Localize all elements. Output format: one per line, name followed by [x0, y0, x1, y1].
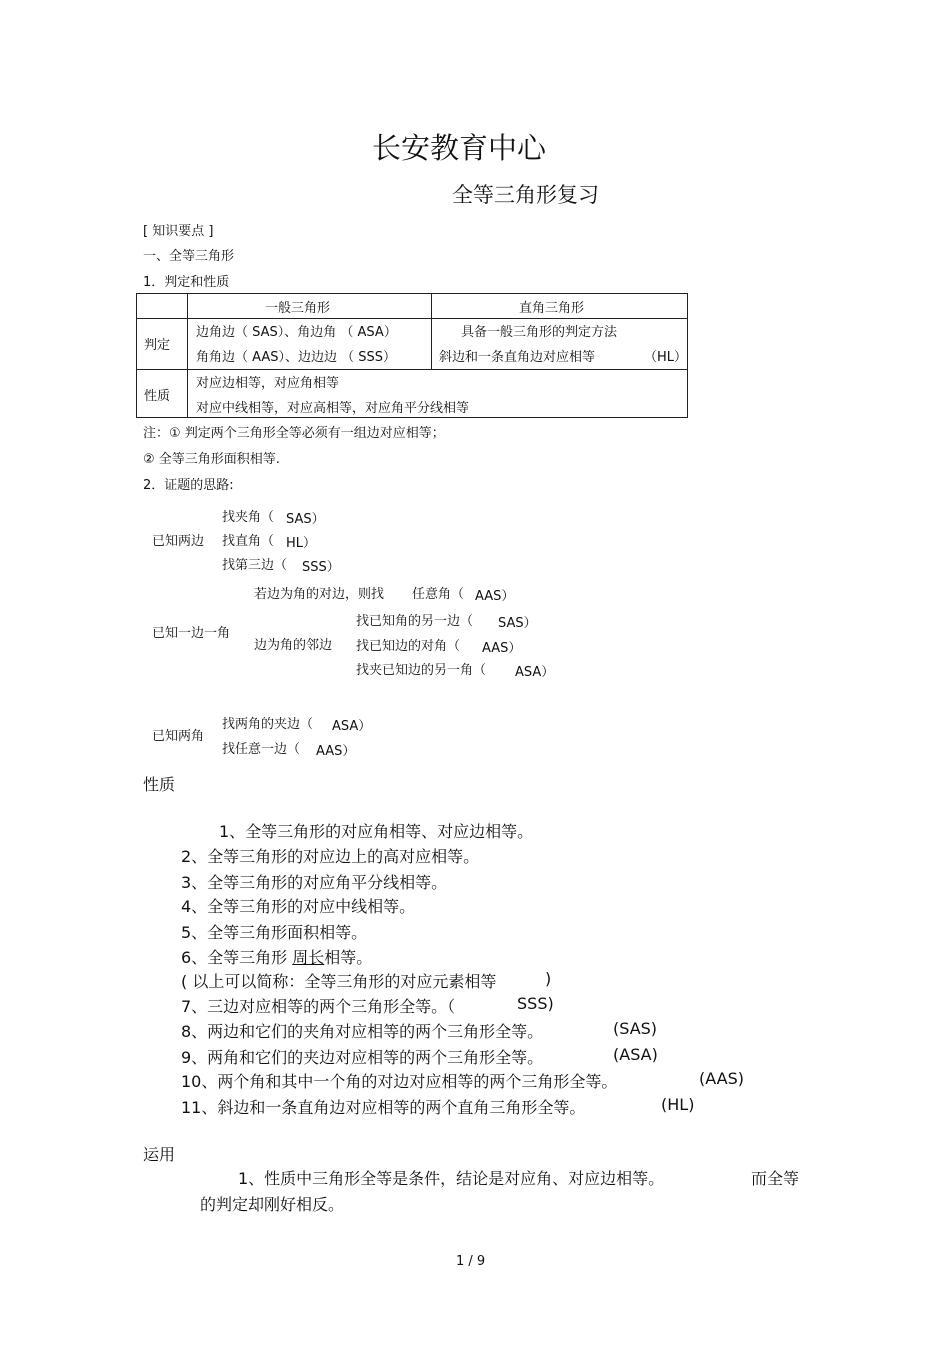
- table-cell: 角角边（ AAS）、边边边 （ SSS）: [196, 350, 397, 365]
- idea-item-tag: ASA）: [332, 719, 372, 734]
- page-subtitle: 全等三角形复习: [452, 183, 599, 207]
- idea-item: 找夹已知边的另一角（: [356, 663, 487, 678]
- page-number: 1 / 9: [456, 1254, 486, 1269]
- property-item: 1、全等三角形的对应角相等、对应边相等。: [219, 822, 534, 841]
- table-header-right: 直角三角形: [519, 301, 585, 316]
- idea-item: 找直角（: [222, 534, 275, 549]
- subsection-heading: 1．判定和性质: [143, 275, 230, 290]
- table-cell-tag: （HL）: [644, 350, 688, 365]
- note-line: ② 全等三角形面积相等.: [143, 452, 280, 467]
- property-item: 3、全等三角形的对应角平分线相等。: [181, 873, 448, 892]
- idea-group-label: 已知两边: [152, 534, 205, 549]
- idea-item: 找任意一边（: [222, 742, 301, 757]
- application-line: 的判定却刚好相反。: [200, 1195, 345, 1214]
- rule-item: 8、两边和它们的夹角对应相等的两个三角形全等。: [181, 1022, 544, 1041]
- idea-case: 若边为角的对边，则找: [254, 587, 385, 602]
- idea-item-tag: HL）: [286, 536, 317, 551]
- subsection-heading: 2．证题的思路:: [143, 478, 234, 493]
- application-line-end: 而全等: [751, 1169, 800, 1188]
- rule-tag: (HL): [661, 1095, 695, 1114]
- section-heading: 运用: [143, 1145, 176, 1164]
- note-line: 注：① 判定两个三角形全等必须有一组边对应相等；: [143, 426, 445, 441]
- table-cell: 边角边（ SAS）、角边角 （ ASA）: [196, 325, 397, 340]
- idea-item: 找已知角的另一边（: [356, 614, 474, 629]
- table-cell: 具备一般三角形的判定方法: [461, 325, 618, 340]
- rule-item: 9、两角和它们的夹边对应相等的两个三角形全等。: [181, 1048, 544, 1067]
- summary-line: ( 以上可以简称：全等三角形的对应元素相等: [181, 972, 497, 991]
- table-row-label-property: 性质: [144, 389, 171, 404]
- rule-item: 7、三边对应相等的两个三角形全等。（: [181, 997, 456, 1016]
- table-cell: 对应中线相等，对应高相等，对应角平分线相等: [196, 401, 470, 416]
- rule-item: 10、两个角和其中一个角的对边对应相等的两个三角形全等。: [181, 1072, 618, 1091]
- idea-item-tag: ASA）: [515, 665, 555, 680]
- underlined-term: 周长: [292, 948, 325, 967]
- idea-item: 找两角的夹边（: [222, 717, 314, 732]
- table-row-label-judge: 判定: [144, 338, 171, 353]
- idea-group-label: 已知一边一角: [152, 626, 231, 641]
- idea-item-tag: SAS）: [498, 616, 537, 631]
- section-heading: 性质: [143, 775, 176, 794]
- property-item: 6、全等三角形 周长相等。: [181, 948, 373, 967]
- idea-item: 任意角（: [412, 587, 465, 602]
- rule-tag: (AAS): [699, 1069, 744, 1088]
- table-cell: 斜边和一条直角边对应相等: [439, 350, 596, 365]
- idea-item: 找夹角（: [222, 510, 275, 525]
- table-cell: 对应边相等，对应角相等: [196, 376, 340, 391]
- idea-item-tag: SSS）: [302, 560, 340, 575]
- application-line: 1、性质中三角形全等是条件，结论是对应角、对应边相等。: [238, 1169, 665, 1188]
- idea-item: 找已知边的对角（: [356, 639, 461, 654]
- idea-case: 边为角的邻边: [254, 638, 333, 653]
- idea-item-tag: AAS）: [475, 589, 515, 604]
- idea-item-tag: AAS）: [482, 641, 522, 656]
- criteria-table: [136, 293, 688, 418]
- summary-line-end: ): [545, 969, 552, 988]
- idea-item: 找第三边（: [222, 558, 288, 573]
- section-heading: 一、全等三角形: [143, 249, 235, 264]
- idea-item-tag: SAS）: [286, 512, 325, 527]
- page-title: 长安教育中心: [372, 131, 547, 165]
- rule-tag: (SAS): [613, 1019, 658, 1038]
- idea-group-label: 已知两角: [152, 729, 205, 744]
- knowledge-label: [ 知识要点 ]: [143, 224, 214, 239]
- idea-item-tag: AAS）: [316, 744, 356, 759]
- property-item: 4、全等三角形的对应中线相等。: [181, 897, 416, 916]
- rule-tag: SSS): [517, 994, 554, 1013]
- rule-item: 11、斜边和一条直角边对应相等的两个直角三角形全等。: [181, 1098, 586, 1117]
- rule-tag: (ASA): [613, 1045, 658, 1064]
- table-header-general: 一般三角形: [265, 301, 331, 316]
- property-item: 5、全等三角形面积相等。: [181, 923, 368, 942]
- property-item: 2、全等三角形的对应边上的高对应相等。: [181, 847, 480, 866]
